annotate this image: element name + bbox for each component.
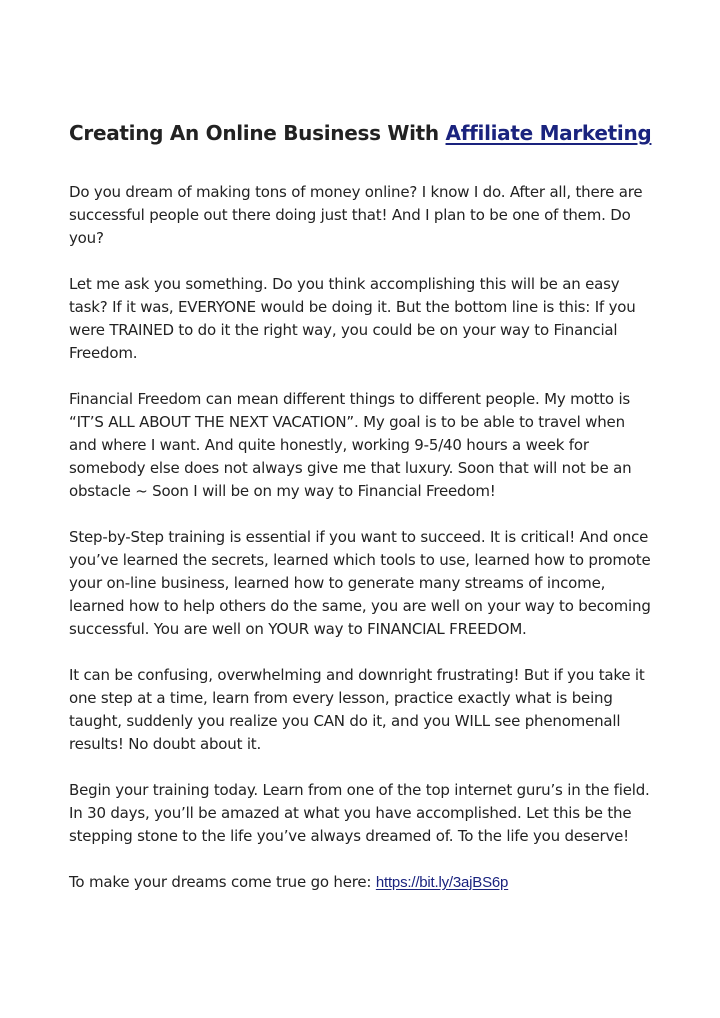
article-body — [69, 181, 657, 894]
affiliate-marketing-link[interactable]: Affiliate Marketing — [445, 121, 652, 145]
cta-text: To make your dreams come true go here: — [69, 873, 376, 891]
paragraph-3: Financial Freedom can mean different things to different people. My motto is “IT’S ALL ABOUT THE NEXT VACATION”. My goal is to be able to travel when and where I want. And quite honestly, working 9-5/40 hours a week for somebody else does not always give me that luxury. Soon that will not be an obstacle ~ Soon I will be on my way to Financial Freedom! — [69, 390, 632, 500]
title-text: Creating An Online Business With — [69, 121, 446, 145]
paragraph-6: Begin your training today. Learn from one of the top internet guru’s in the field. In 30 days, you’ll be amazed at what you have accomplished. Let this be the stepping stone to the life you’ve always dreamed of. To the life you deserve! — [69, 781, 650, 845]
paragraph-4: Step-by-Step training is essential if you want to succeed. It is critical! And once you’ve learned the secrets, learned which tools to use, learned how to promote your on-line business, learned how to generate many streams of income, learned how to help others do the same, you are well on your way to becoming successful. You are well on YOUR way to FINANCIAL FREEDOM. — [69, 528, 651, 638]
paragraph-1: Do you dream of making tons of money online? I know I do. After all, there are successful people out there doing just that! And I plan to be one of them. Do you? — [69, 183, 643, 247]
cta-link[interactable]: https://bit.ly/3ajBS6p — [375, 874, 509, 891]
paragraph-5: It can be confusing, overwhelming and downright frustrating! But if you take it one step at a time, learn from every lesson, practice exactly what is being taught, suddenly you realize you CAN do it, and you WILL see phenomenall results! No doubt about it. — [69, 666, 645, 753]
page-title — [69, 117, 657, 149]
document-page — [69, 117, 657, 917]
call-to-action — [69, 871, 657, 894]
paragraph-2: Let me ask you something. Do you think accomplishing this will be an easy task? If it was, EVERYONE would be doing it. But the bottom line is this: If you were TRAINED to do it the right way, you could be on your way to Financial Freedom. — [69, 275, 636, 362]
